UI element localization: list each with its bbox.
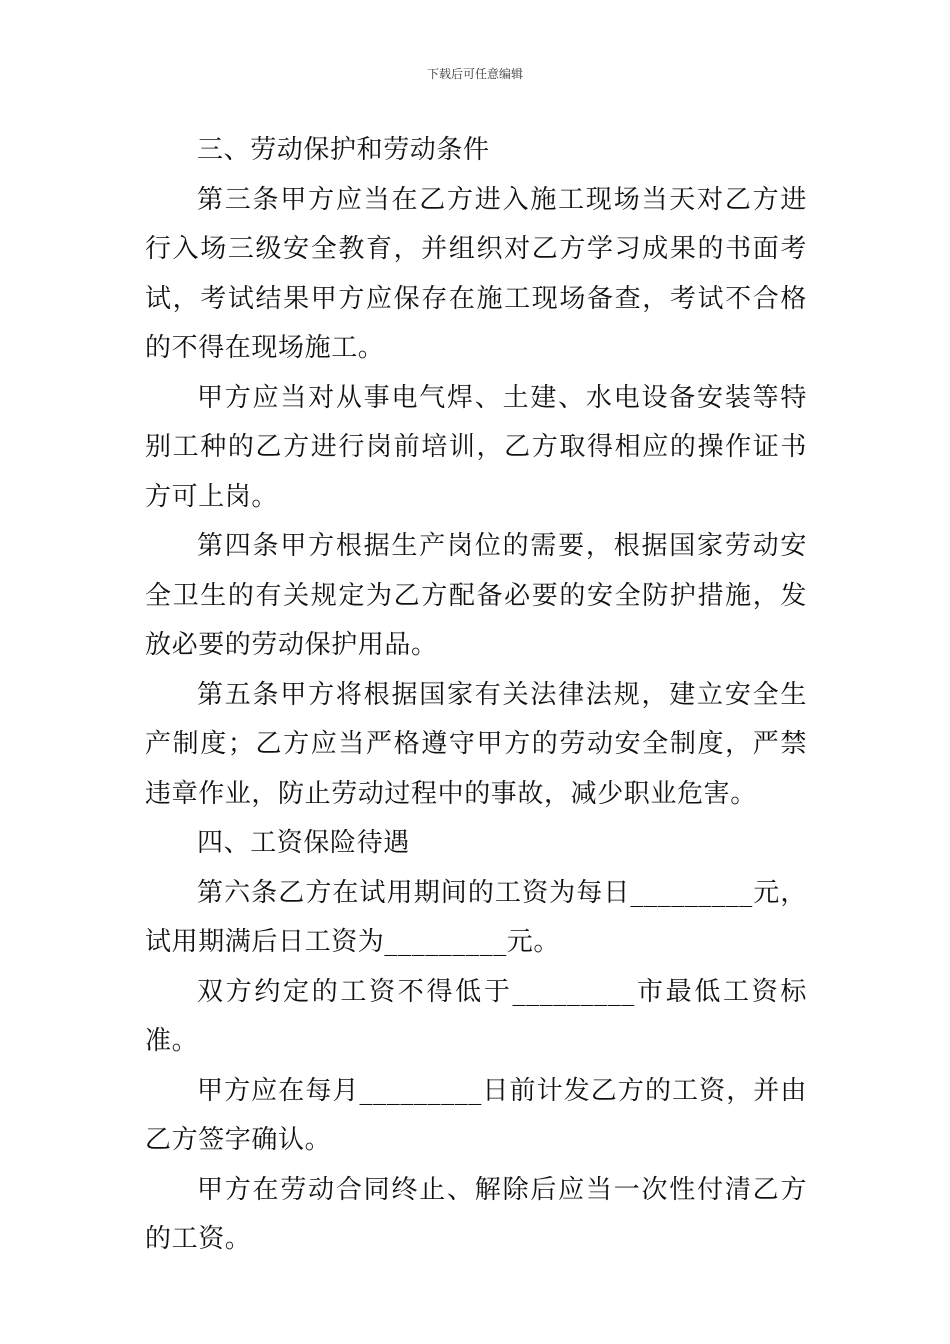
payday-paragraph: 甲方应在每月_________日前计发乙方的工资，并由乙方签字确认。	[145, 1075, 807, 1155]
minimum-wage-paragraph: 双方约定的工资不得低于_________市最低工资标准。	[145, 976, 807, 1056]
final-settlement-paragraph: 甲方在劳动合同终止、解除后应当一次性付清乙方的工资。	[145, 1174, 807, 1254]
page-header-note: 下载后可任意编辑	[426, 67, 523, 81]
article-4-paragraph: 第四条甲方根据生产岗位的需要，根据国家劳动安全卫生的有关规定为乙方配备必要的安全防护措施，发放必要的劳动保护用品。	[145, 531, 807, 660]
section-heading-labor-protection: 三、劳动保护和劳动条件	[197, 135, 490, 165]
article-6-paragraph: 第六条乙方在试用期间的工资为每日_________元，试用期满后日工资为_________元。	[145, 877, 807, 957]
document-body	[145, 126, 807, 1265]
special-training-paragraph: 甲方应当对从事电气焊、土建、水电设备安装等特别工种的乙方进行岗前培训，乙方取得相应的操作证书方可上岗。	[145, 382, 807, 512]
article-5-paragraph: 第五条甲方将根据国家有关法律法规，建立安全生产制度；乙方应当严格遵守甲方的劳动安全制度，严禁违章作业，防止劳动过程中的事故，减少职业危害。	[145, 679, 807, 809]
article-3-paragraph: 第三条甲方应当在乙方进入施工现场当天对乙方进行入场三级安全教育，并组织对乙方学习成果的书面考试，考试结果甲方应保存在施工现场备查，考试不合格的不得在现场施工。	[145, 184, 807, 363]
section-heading-wages: 四、工资保险待遇	[197, 828, 410, 858]
